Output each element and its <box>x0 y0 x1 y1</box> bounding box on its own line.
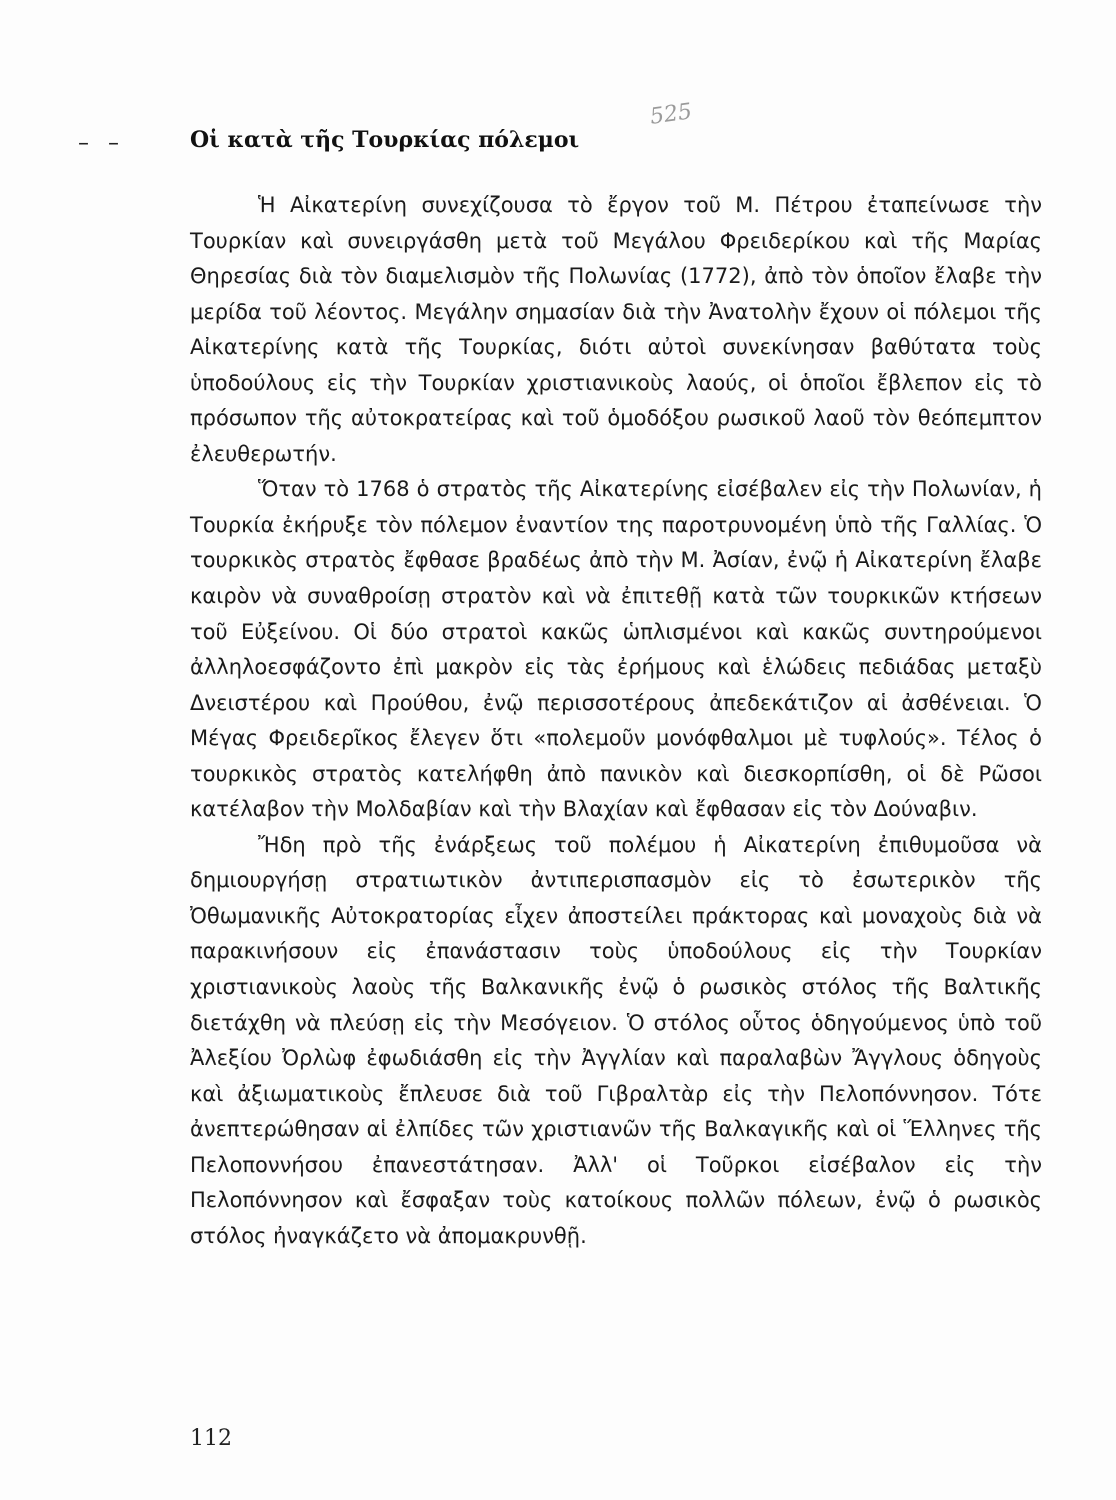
paragraph-3: Ἤδη πρὸ τῆς ἐνάρξεως τοῦ πολέμου ἡ Αἰκατερίνη ἐπιθυμοῦσα νὰ δημιουργήσῃ στρατιωτικὸν ἀντιπερισπασμὸν εἰς τὸ ἐσωτερικὸν τῆς Ὀθωμανικῆς Αὐτοκρατορίας εἶχεν ἀποστείλει πράκτορας καὶ μοναχοὺς διὰ νὰ παρακινήσουν εἰς ἐπανάστασιν τοὺς ὑποδούλους εἰς τὴν Τουρκίαν χριστιανικοὺς λαοὺς τῆς Βαλκανικῆς ἐνῷ ὁ ρωσικὸς στόλος τῆς Βαλτικῆς διετάχθη νὰ πλεύσῃ εἰς τὴν Μεσόγειον. Ὁ στόλος οὗτος ὁδηγούμενος ὑπὸ τοῦ Ἀλεξίου Ὀρλὼφ ἐφωδιάσθη εἰς τὴν Ἀγγλίαν καὶ παραλαβὼν Ἄγγλους ὁδηγοὺς καὶ ἀξιωματικοὺς ἔπλευσε διὰ τοῦ Γιβραλτὰρ εἰς τὴν Πελοπόννησον. Τότε ἀνεπτερώθησαν αἱ ἐλπίδες τῶν χριστιανῶν τῆς Βαλκαγικῆς καὶ οἱ Ἕλληνες τῆς Πελοποννήσου ἐπανεστάτησαν. Ἀλλ' οἱ Τοῦρκοι εἰσέβαλον εἰς τὴν Πελοπόννησον καὶ ἔσφαξαν τοὺς κατοίκους πολλῶν πόλεων, ἐνῷ ὁ ρωσικὸς στόλος ἠναγκάζετο νὰ ἀπομακρυνθῇ. <box>190 832 1042 1248</box>
handwritten-note: 525 <box>648 99 694 130</box>
page-number: 112 <box>190 1426 232 1451</box>
paragraph-2: Ὅταν τὸ 1768 ὁ στρατὸς τῆς Αἰκατερίνης εἰσέβαλεν εἰς τὴν Πολωνίαν, ἡ Τουρκία ἐκήρυξε τὸν πόλεμον ἐναντίον της παροτρυνομένη ὑπὸ τῆς Γαλλίας. Ὁ τουρκικὸς στρατὸς ἔφθασε βραδέως ἀπὸ τὴν Μ. Ἀσίαν, ἐνῷ ἡ Αἰκατερίνη ἔλαβε καιρὸν νὰ συναθροίσῃ στρατὸν καὶ νὰ ἐπιτεθῇ κατὰ τῶν τουρκικῶν κτήσεων τοῦ Εὐξείνου. Οἱ δύο στρατοὶ κακῶς ὡπλισμένοι καὶ κακῶς συντηρούμενοι ἀλληλοεσφάζοντο ἐπὶ μακρὸν εἰς τὰς ἐρήμους καὶ ἑλώδεις πεδιάδας μεταξὺ Δνειστέρου καὶ Προύθου, ἐνῷ περισσοτέρους ἀπεδεκάτιζον αἱ ἀσθένειαι. Ὁ Μέγας Φρειδερῖκος ἔλεγεν ὅτι «πολεμοῦν μονόφθαλμοι μὲ τυφλούς». Τέλος ὁ τουρκικὸς στρατὸς κατελήφθη ἀπὸ πανικὸν καὶ διεσκορπίσθη, οἱ δὲ Ρῶσοι κατέλαβον τὴν Μολδαβίαν καὶ τὴν Βλαχίαν καὶ ἔφθασαν εἰς τὸν Δούναβιν. <box>190 477 1042 822</box>
body-text <box>190 188 1042 1254</box>
margin-mark: – – <box>78 131 125 156</box>
paragraph-1: Ἡ Αἰκατερίνη συνεχίζουσα τὸ ἔργον τοῦ Μ. Πέτρου ἐταπείνωσε τὴν Τουρκίαν καὶ συνειργάσθη μετὰ τοῦ Μεγάλου Φρειδερίκου καὶ τῆς Μαρίας Θηρεσίας διὰ τὸν διαμελισμὸν τῆς Πολωνίας (1772), ἀπὸ τὸν ὁποῖον ἔλαβε τὴν μερίδα τοῦ λέοντος. Μεγάλην σημασίαν διὰ τὴν Ἀνατολὴν ἔχουν οἱ πόλεμοι τῆς Αἰκατερίνης κατὰ τῆς Τουρκίας, διότι αὐτοὶ συνεκίνησαν βαθύτατα τοὺς ὑποδούλους εἰς τὴν Τουρκίαν χριστιανικοὺς λαούς, οἱ ὁποῖοι ἔβλεπον εἰς τὸ πρόσωπον τῆς αὐτοκρατείρας καὶ τοῦ ὁμοδόξου ρωσικοῦ λαοῦ τὸν θεόπεμπτον ἐλευθερωτήν. <box>190 193 1042 466</box>
section-title: Οἱ κατὰ τῆς Τουρκίας πόλεμοι <box>190 127 580 153</box>
